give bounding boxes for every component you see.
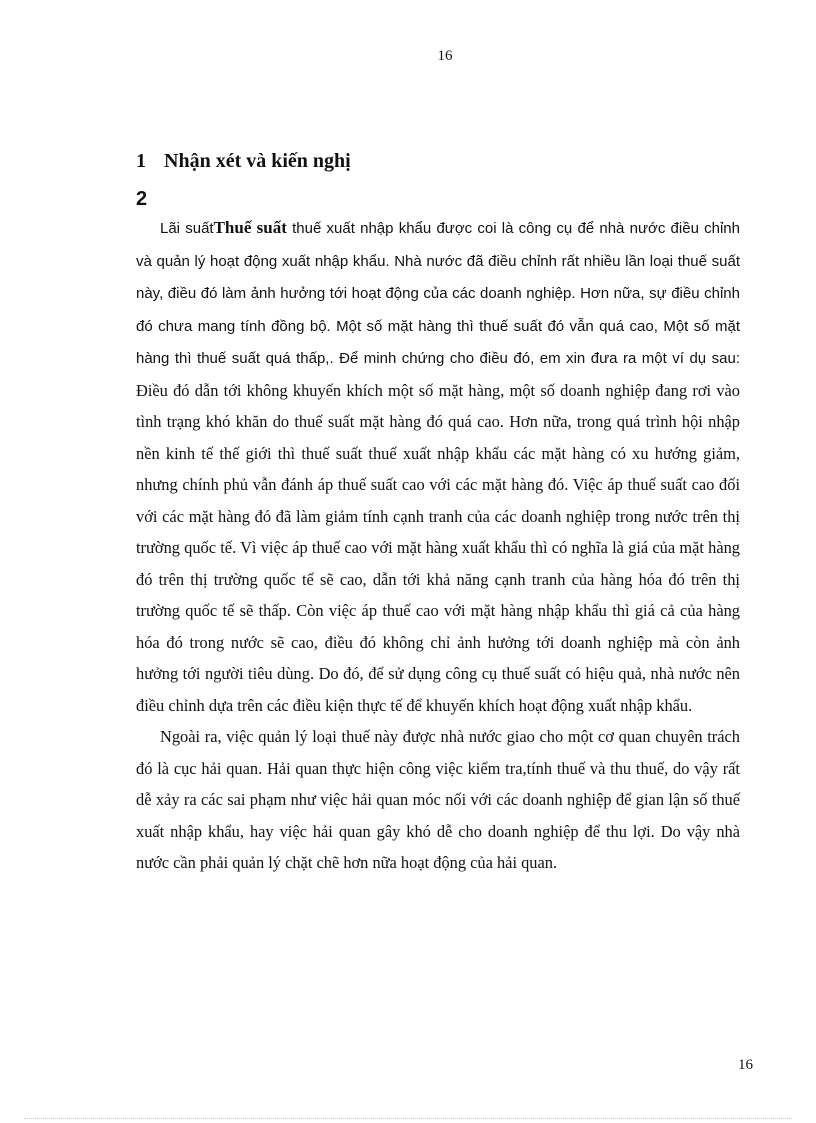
section-title: Nhận xét và kiến nghị [164, 150, 351, 172]
paragraph-1-sans-text: thuế xuất nhập khẩu được coi là công cụ để nhà nước điều chỉnh và quản lý hoạt động xuất nhập khẩu. Nhà nước đã điều chỉnh rất nhiều lần loại thuế suất này, điều đó làm ảnh hưởng tới hoạt động của các doanh nghiệp. Hơn nữa, sự điều chỉnh đó chưa mang tính đồng bộ. Một số mặt hàng thì thuế suất đó vẫn quá cao, Một số mặt hàng thì thuế suất quá thấp,. Để minh chứng cho điều đó, em xin đưa ra một ví dụ sau: [136, 220, 740, 367]
page-number-top: 16 [437, 48, 453, 64]
body-text [136, 212, 740, 879]
subsection-number: 2 [136, 188, 148, 210]
paragraph-1-bold-term: Thuế suất [213, 218, 287, 237]
page-number-bottom: 16 [738, 1057, 753, 1073]
paragraph-2: Ngoài ra, việc quản lý loại thuế này được nhà nước giao cho một cơ quan chuyên trách đó là cục hải quan. Hải quan thực hiện công việc kiểm tra,tính thuế và thu thuế, do vậy rất dễ xảy ra các sai phạm như việc hải quan móc nối với các doanh nghiệp để gian lận số thuế xuất nhập khẩu, hay việc hải quan gây khó dễ cho doanh nghiệp để thu lợi. Do vậy nhà nước cần phải quản lý chặt chẽ hơn nữa hoạt động của hải quan. [136, 727, 740, 872]
paragraph-1-serif-text: Điều đó dẫn tới không khuyến khích một số mặt hàng, một số doanh nghiệp đang rơi vào tình trạng khó khăn do thuế suất mặt hàng đó quá cao. Hơn nữa, trong quá trình hội nhập nền kinh tế thế giới thì thuế suất thuế xuất nhập khẩu các mặt hàng có xu hướng giảm, nhưng chính phủ vẫn đánh áp thuế suất cao với các mặt hàng đó. Việc áp thuế suất cao đối với các mặt hàng đó đã làm giảm tính cạnh tranh của các doanh nghiệp trong nước trên thị trường quốc tế. Vì việc áp thuế cao với mặt hàng xuất khẩu thì có nghĩa là giá của mặt hàng đó trên thị trường quốc tế sẽ cao, dẫn tới khả năng cạnh tranh của hàng hóa đó trên thị trường quốc tế sẽ thấp. Còn việc áp thuế cao với mặt hàng nhập khẩu thì giá cả của hàng hóa đó trong nước sẽ cao, điều đó không chỉ ảnh hưởng tới doanh nghiệp mà còn ảnh hưởng tới người tiêu dùng. Do đó, để sử dụng công cụ thuế suất có hiệu quả, nhà nước nên điều chỉnh dựa trên các điều kiện thực tế để khuyến khích hoạt động xuất nhập khẩu. [136, 380, 740, 715]
footer-divider [24, 1118, 792, 1119]
section-heading [136, 150, 351, 173]
section-number: 1 [136, 150, 146, 172]
paragraph-1-lead: Lãi suất [160, 220, 214, 237]
paragraph-1 [136, 212, 740, 721]
